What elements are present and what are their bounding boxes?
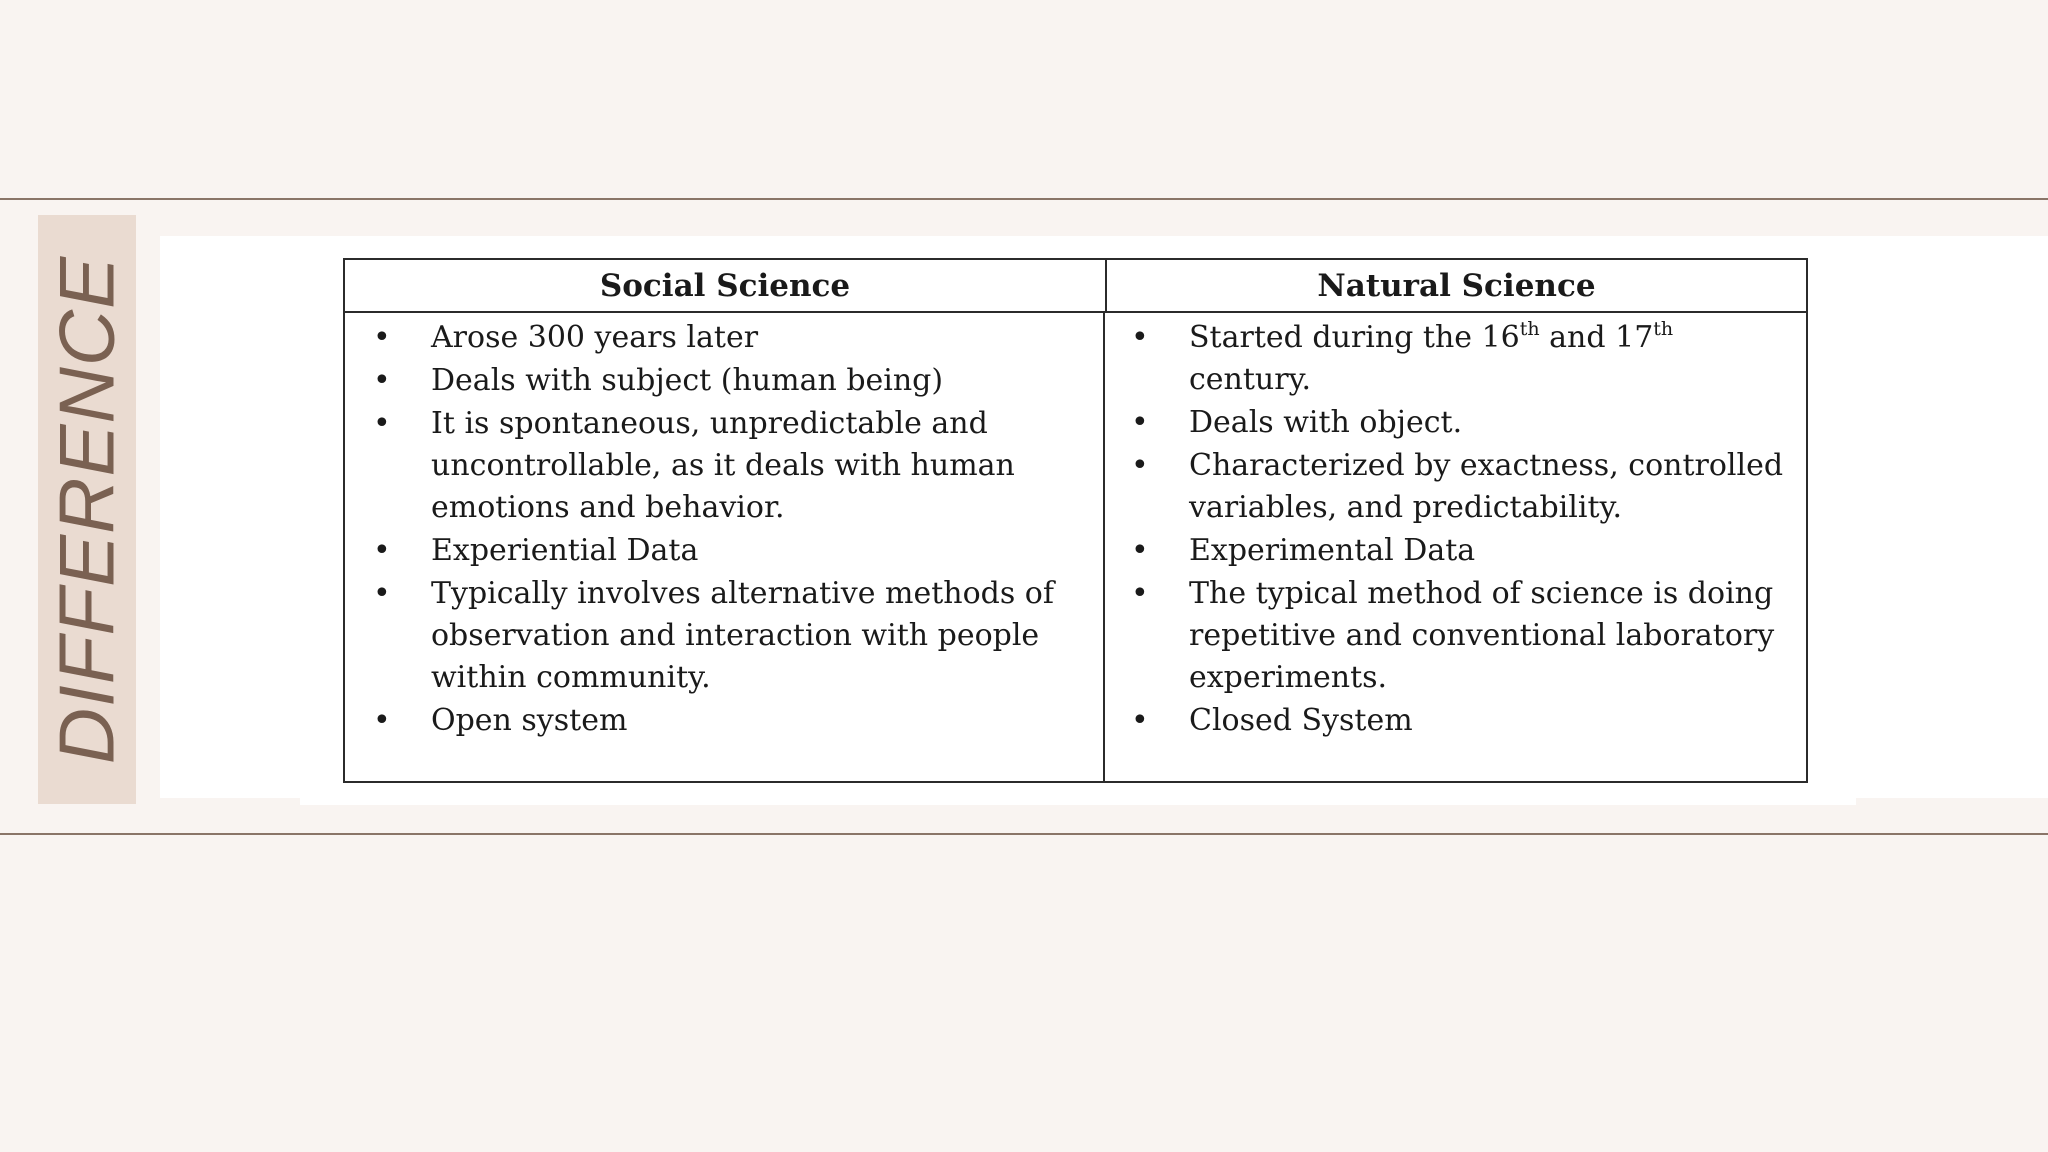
header-natural-science: Natural Science [1317, 267, 1596, 304]
header-social-science: Social Science [345, 260, 1107, 311]
social-science-list [345, 317, 1103, 742]
bullet-icon: • [373, 703, 391, 738]
list-item-text: Deals with object. [1189, 405, 1463, 440]
list-item-text: Deals with subject (human being) [431, 363, 944, 398]
bullet-icon: • [1131, 576, 1149, 611]
social-science-column [345, 313, 1105, 781]
bullet-icon: • [1131, 320, 1149, 355]
table-header-row [345, 260, 1806, 313]
comparison-table [343, 258, 1808, 783]
list-item-text: Experiential Data [431, 533, 699, 568]
bullet-icon: • [1131, 533, 1149, 568]
natural-science-list [1105, 317, 1806, 742]
bottom-divider [0, 833, 2048, 835]
list-item-text: Started during the 16th and 17th century. [1189, 318, 1674, 397]
list-item [345, 530, 1103, 572]
list-item [1105, 317, 1806, 401]
list-item-text: Open system [431, 703, 628, 738]
list-item [1105, 573, 1806, 699]
list-item [1105, 530, 1806, 572]
top-divider [0, 198, 2048, 200]
table-image-panel-edge [300, 797, 1856, 805]
list-item [1105, 402, 1806, 444]
bullet-icon: • [1131, 405, 1149, 440]
list-item-text: Closed System [1189, 703, 1413, 738]
list-item [345, 317, 1103, 359]
table-body-row [345, 313, 1806, 781]
bullet-icon: • [373, 576, 391, 611]
bullet-icon: • [373, 363, 391, 398]
list-item-text: The typical method of science is doing repetitive and conventional laboratory experiments. [1189, 576, 1775, 695]
bullet-icon: • [1131, 448, 1149, 483]
bullet-icon: • [373, 320, 391, 355]
list-item [345, 360, 1103, 402]
slide-title: DIFFERENCE [42, 255, 131, 765]
list-item [1105, 445, 1806, 529]
list-item-text: Characterized by exactness, controlled variables, and predictability. [1189, 448, 1784, 525]
list-item-text: Typically involves alternative methods of observation and interaction with people within community. [431, 576, 1054, 695]
list-item [345, 700, 1103, 742]
list-item-text: Arose 300 years later [431, 320, 759, 355]
list-item-text: It is spontaneous, unpredictable and uncontrollable, as it deals with human emotions and behavior. [431, 406, 1015, 525]
list-item-text: Experimental Data [1189, 533, 1476, 568]
bullet-icon: • [1131, 703, 1149, 738]
natural-science-column [1105, 313, 1806, 781]
list-item [345, 403, 1103, 529]
list-item [1105, 700, 1806, 742]
bullet-icon: • [373, 406, 391, 441]
list-item [345, 573, 1103, 699]
bullet-icon: • [373, 533, 391, 568]
